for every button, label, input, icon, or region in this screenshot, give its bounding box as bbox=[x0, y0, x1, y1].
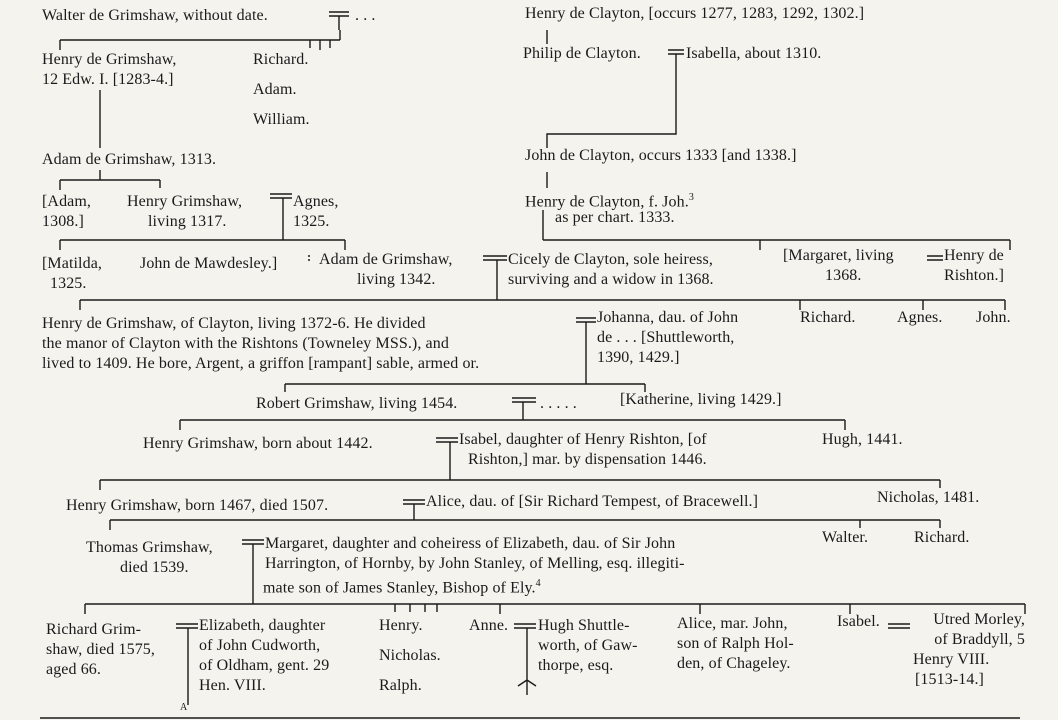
utred-morley-line2: of Braddyll, 5 bbox=[934, 631, 1025, 648]
john-de-mawdesley: John de Mawdesley.] bbox=[140, 255, 278, 272]
connector bbox=[180, 414, 845, 430]
henry-de-grimshaw-1: Henry de Grimshaw, bbox=[42, 51, 177, 68]
footnote-3: 3 bbox=[688, 192, 694, 203]
marriage-sign bbox=[242, 540, 264, 594]
henry-de-grimshaw-1372-line1: Henry de Grimshaw, of Clayton, living 1372-6. He divided bbox=[42, 315, 426, 332]
henry-de-grimshaw-1-date: 12 Edw. I. [1283-4.] bbox=[42, 71, 174, 88]
agnes-1325-date: 1325. bbox=[293, 213, 330, 230]
alice-holden-line2: son of Ralph Hol- bbox=[677, 635, 794, 652]
matilda-date: 1325. bbox=[50, 275, 87, 292]
connector bbox=[547, 70, 676, 148]
agnes-2: Agnes. bbox=[897, 309, 943, 326]
adam-de-grimshaw-1313: Adam de Grimshaw, 1313. bbox=[42, 151, 217, 168]
isabel-4: Isabel. bbox=[837, 613, 880, 630]
adam-1: Adam. bbox=[253, 81, 297, 98]
walter-3: Walter. bbox=[822, 529, 869, 546]
marriage-sign bbox=[512, 398, 536, 414]
agnes-1325: Agnes, bbox=[293, 193, 339, 210]
hugh-shuttleworth-line1: Hugh Shuttle- bbox=[538, 617, 630, 634]
connector bbox=[85, 594, 1025, 614]
marriage-sign bbox=[308, 256, 310, 260]
nicholas-1481: Nicholas, 1481. bbox=[877, 489, 980, 506]
richard-grimshaw-line1: Richard Grim- bbox=[46, 621, 142, 638]
thomas-grimshaw: Thomas Grimshaw, bbox=[86, 539, 213, 556]
connector bbox=[60, 170, 160, 190]
adam-de-grimshaw-1342-date: living 1342. bbox=[357, 271, 436, 288]
connector bbox=[543, 230, 1010, 250]
katherine: [Katherine, living 1429.] bbox=[620, 391, 782, 408]
henry-de-clayton-2: Henry de Clayton, f. Joh.$^3$ bbox=[525, 192, 694, 211]
margaret-1368-date: 1368. bbox=[825, 267, 862, 284]
thomas-grimshaw-death: died 1539. bbox=[120, 559, 189, 576]
richard-3: Richard. bbox=[914, 529, 970, 546]
utred-morley-line4: [1513-14.] bbox=[915, 671, 984, 688]
footnote-4: 4 bbox=[535, 578, 541, 589]
richard-2: Richard. bbox=[800, 309, 856, 326]
john-2: John. bbox=[976, 309, 1011, 326]
marriage-sign bbox=[576, 318, 596, 372]
marriage-sign bbox=[329, 12, 349, 30]
richard-grimshaw-line3: aged 66. bbox=[46, 661, 102, 678]
henry-de-rishton-name: Rishton.] bbox=[944, 267, 1005, 284]
robert-spouse-unknown: . . . . . bbox=[540, 395, 577, 412]
johanna-line2: de . . . [Shuttleworth, bbox=[597, 329, 735, 346]
margaret-harrington-line3: mate son of James Stanley, Bishop of Ely.$^4$ bbox=[263, 578, 541, 597]
marriage-sign bbox=[403, 500, 425, 512]
hugh-1441: Hugh, 1441. bbox=[822, 431, 903, 448]
henry-grimshaw-1317-date: living 1317. bbox=[148, 213, 227, 230]
isabel-rishton-line2: Rishton,] mar. by dispensation 1446. bbox=[468, 451, 707, 468]
alice-tempest: Alice, dau. of [Sir Richard Tempest, of Bracewell.] bbox=[426, 493, 759, 510]
elizabeth-cudworth-line3: of Oldham, gent. 29 bbox=[199, 657, 330, 674]
hugh-shuttleworth-line2: worth, of Gaw- bbox=[538, 637, 638, 654]
henry-grimshaw-1467: Henry Grimshaw, born 1467, died 1507. bbox=[66, 497, 329, 514]
richard-1: Richard. bbox=[253, 51, 309, 68]
marriage-sign bbox=[483, 256, 507, 288]
marriage-sign bbox=[176, 624, 198, 705]
marriage-sign bbox=[927, 256, 943, 260]
anne: Anne. bbox=[469, 617, 509, 634]
henry-de-rishton: Henry de bbox=[944, 247, 1004, 264]
henry-de-clayton-1: Henry de Clayton, [occurs 1277, 1283, 1292, 1302.] bbox=[525, 5, 865, 22]
alice-holden-line1: Alice, mar. John, bbox=[677, 615, 788, 632]
henry-de-grimshaw-1372-line3: lived to 1409. He bore, Argent, a griffon [rampant] sable, armed or. bbox=[42, 355, 480, 372]
margaret-harrington-line2: Harrington, of Hornby, by John Stanley, of Melling, esq. illegiti- bbox=[265, 555, 685, 572]
adam-1308-line1: [Adam, bbox=[42, 193, 92, 210]
elizabeth-cudworth-line1: Elizabeth, daughter bbox=[199, 617, 326, 634]
henry-4: Henry. bbox=[379, 617, 423, 634]
connector bbox=[80, 288, 1005, 310]
marriage-sign bbox=[270, 194, 292, 228]
cicely-de-clayton: Cicely de Clayton, sole heiress, bbox=[508, 251, 713, 268]
richard-grimshaw-line2: shaw, died 1575, bbox=[46, 641, 155, 658]
utred-morley-line3: Henry VIII. bbox=[913, 651, 990, 668]
cicely-de-clayton-note: surviving and a widow in 1368. bbox=[508, 271, 714, 288]
connector bbox=[100, 472, 940, 490]
isabella: Isabella, about 1310. bbox=[686, 45, 822, 62]
hugh-shuttleworth-line3: thorpe, esq. bbox=[538, 657, 614, 674]
philip-de-clayton: Philip de Clayton. bbox=[523, 45, 641, 62]
isabel-rishton-line1: Isabel, daughter of Henry Rishton, [of bbox=[459, 431, 707, 448]
johanna-line3: 1390, 1429.] bbox=[597, 349, 680, 366]
henry-grimshaw-1317: Henry Grimshaw, bbox=[127, 193, 243, 210]
william-1: William. bbox=[253, 111, 310, 128]
nicholas-4: Nicholas. bbox=[379, 647, 441, 664]
robert-grimshaw: Robert Grimshaw, living 1454. bbox=[256, 395, 458, 412]
adam-de-grimshaw-1342: Adam de Grimshaw, bbox=[319, 251, 453, 268]
elizabeth-cudworth-line2: of John Cudworth, bbox=[199, 637, 321, 654]
ralph-4: Ralph. bbox=[379, 677, 422, 694]
matilda: [Matilda, bbox=[42, 255, 102, 272]
henry-grimshaw-1442: Henry Grimshaw, born about 1442. bbox=[143, 435, 373, 452]
johanna-line1: Johanna, dau. of John bbox=[597, 309, 739, 326]
margaret-1368: [Margaret, living bbox=[783, 247, 894, 264]
walter-de-grimshaw: Walter de Grimshaw, without date. bbox=[42, 7, 268, 24]
elizabeth-cudworth-line4: Hen. VIII. bbox=[199, 677, 266, 694]
connector bbox=[285, 372, 645, 392]
henry-de-grimshaw-1372-line2: the manor of Clayton with the Rishtons (Towneley MSS.), and bbox=[42, 335, 449, 352]
marriage-sign bbox=[668, 50, 684, 70]
adam-1308-line2: 1308.] bbox=[42, 213, 84, 230]
continuation-marker-a: A bbox=[180, 702, 188, 713]
alice-holden-line3: den, of Chageley. bbox=[677, 655, 791, 672]
marriage-sign bbox=[514, 624, 536, 695]
connector bbox=[60, 30, 340, 50]
walter-spouse-unknown: . . . bbox=[355, 7, 376, 24]
henry-de-clayton-2-chart: as per chart. 1333. bbox=[555, 209, 675, 226]
margaret-harrington-line1: Margaret, daughter and coheiress of Elizabeth, dau. of Sir John bbox=[265, 535, 676, 552]
utred-morley-line1: Utred Morley, bbox=[933, 611, 1025, 628]
marriage-sign bbox=[436, 438, 458, 472]
john-de-clayton: John de Clayton, occurs 1333 [and 1338.] bbox=[525, 147, 797, 164]
